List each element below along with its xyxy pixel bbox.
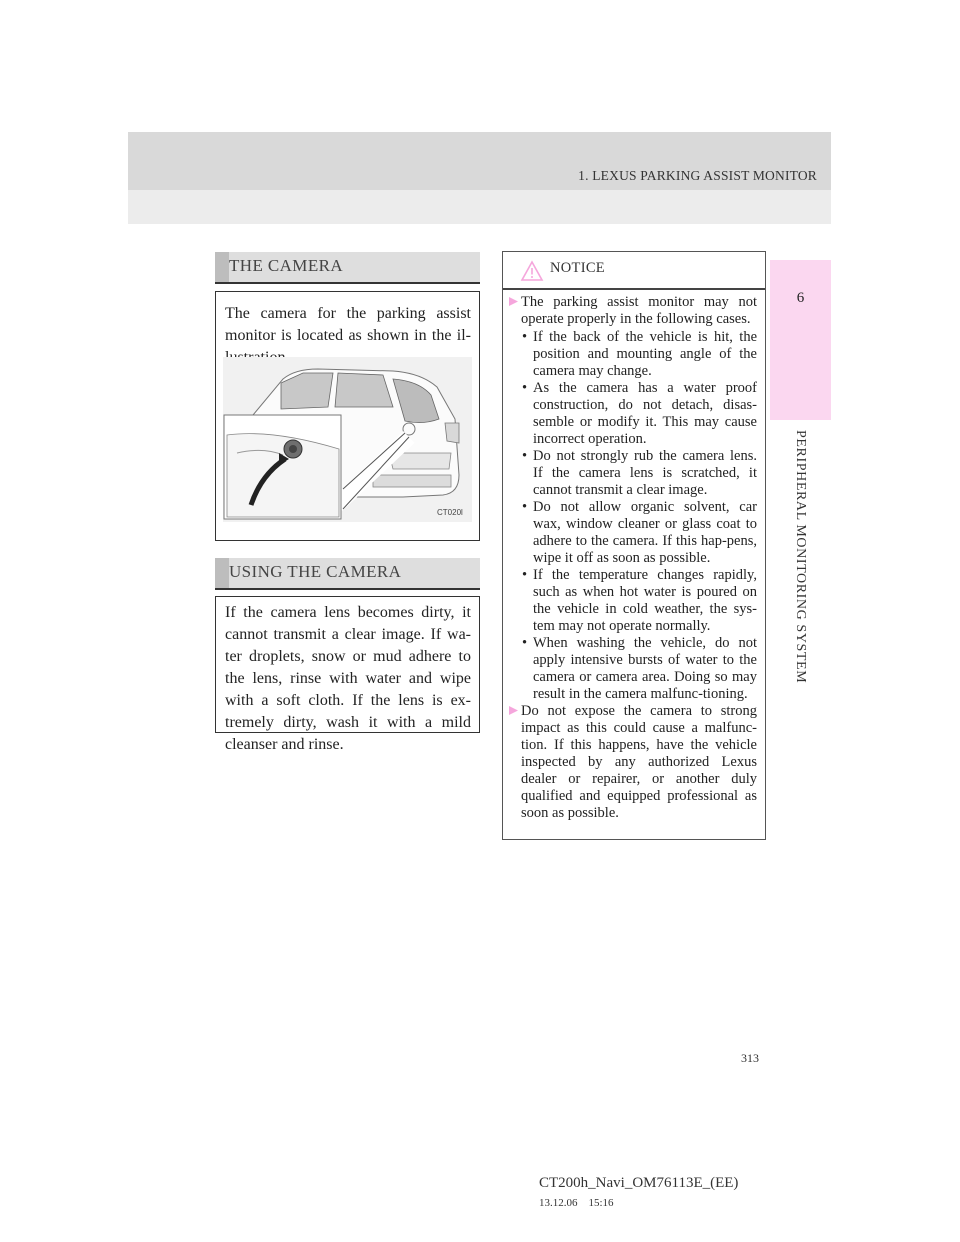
page-header-title: 1. LEXUS PARKING ASSIST MONITOR [578, 168, 817, 183]
notice-subitem: • If the temperature changes rapidly, such as when hot water is poured on the vehicle in cold weather, the sys-tem may not operate normally. [522, 567, 757, 634]
notice-subitem: • Do not strongly rub the camera lens. If the camera lens is scratched, it cannot transmit a clear image. [522, 448, 757, 498]
header-band [128, 132, 831, 190]
notice-subitem: • As the camera has a water proof construction, do not detach, disas-semble or modify it. This may cause incorrect operation. [522, 380, 757, 447]
notice-subitem: • Do not allow organic solvent, car wax, window cleaner or glass coat to adhere to the camera. If this hap-pens, wipe it off as soon as possible. [522, 499, 757, 566]
notice-subitem: • When washing the vehicle, do not apply intensive bursts of water to the camera or camera area. Doing so may result in the camera malfunc-tioning. [522, 635, 757, 702]
chapter-number: 6 [796, 290, 805, 306]
notice-subitem: • If the back of the vehicle is hit, the position and mounting angle of the camera may change. [522, 329, 757, 379]
notice-subitem-text: If the temperature changes rapidly, such as when hot water is poured on the vehicle in cold weather, the sys-tem may not operate normally. [533, 567, 757, 634]
section-heading-the-camera [215, 252, 480, 282]
section-heading-using-camera [215, 558, 480, 588]
notice-subitem-text: Do not strongly rub the camera lens. If the camera lens is scratched, it cannot transmit a clear image. [533, 448, 757, 498]
the-camera-text: The camera for the parking assist monitor is located as shown in the il- [225, 305, 471, 344]
notice-rule [503, 288, 765, 290]
section-heading-label: THE CAMERA [229, 256, 344, 275]
notice-subitem-text: Do not allow organic solvent, car wax, window cleaner or glass coat to adhere to the camera. If this hap-pens, wipe it off as soon as possible. [533, 499, 757, 566]
car-rear-illustration [223, 357, 472, 522]
document-code: CT200h_Navi_OM76113E_(EE) [539, 1175, 739, 1191]
notice-label: NOTICE [550, 260, 605, 276]
page-number: 313 [741, 1051, 759, 1065]
notice-header [503, 252, 765, 290]
the-camera-box [215, 291, 480, 541]
notice-subitem-text: When washing the vehicle, do not apply intensive bursts of water to the camera or camera area. Doing so may result in the camera malfunc-tioning. [533, 635, 757, 702]
triangle-bullet-icon [509, 706, 518, 715]
heading-marker [215, 558, 229, 588]
warning-triangle-icon [520, 260, 544, 282]
heading-rule [215, 282, 480, 284]
using-camera-text: If the camera lens becomes dirty, it cannot transmit a clear image. If wa-ter droplets, snow or mud adhere to the lens, rinse with water and wipe with a soft cloth. If the lens is ex-tremely dirty, wash it with a mild cleanser and rinse. [225, 604, 471, 753]
triangle-bullet-icon [509, 297, 518, 306]
notice-item-text: Do not expose the camera to strong impact as this could cause a malfunc-tion. If this happens, have the vehicle inspected by any authorized Lexus dealer or repairer, or another duly qualified and equipped professional as soon as possible. [521, 703, 757, 821]
notice-item-text: The parking assist monitor may not operate properly in the following cases. [521, 294, 757, 327]
print-timestamp: 13.12.06 15:16 [539, 1197, 614, 1209]
notice-subitem-text: As the camera has a water proof construction, do not detach, disas-semble or modify it. This may cause incorrect operation. [533, 380, 757, 447]
notice-body [503, 294, 765, 823]
chapter-title-vertical: PERIPHERAL MONITORING SYSTEM [793, 430, 808, 684]
image-code: CT020l [437, 508, 463, 517]
using-camera-box [215, 596, 480, 753]
notice-item [509, 294, 757, 328]
section-heading-label: USING THE CAMERA [229, 562, 402, 581]
chapter-tab[interactable] [770, 260, 831, 420]
camera-location-illustration [223, 357, 472, 522]
header-band-lower [128, 190, 831, 224]
notice-subitem-text: If the back of the vehicle is hit, the position and mounting angle of the camera may change. [533, 329, 757, 379]
notice-box [502, 251, 766, 840]
heading-rule [215, 588, 480, 590]
notice-item [509, 703, 757, 822]
heading-marker [215, 252, 229, 282]
